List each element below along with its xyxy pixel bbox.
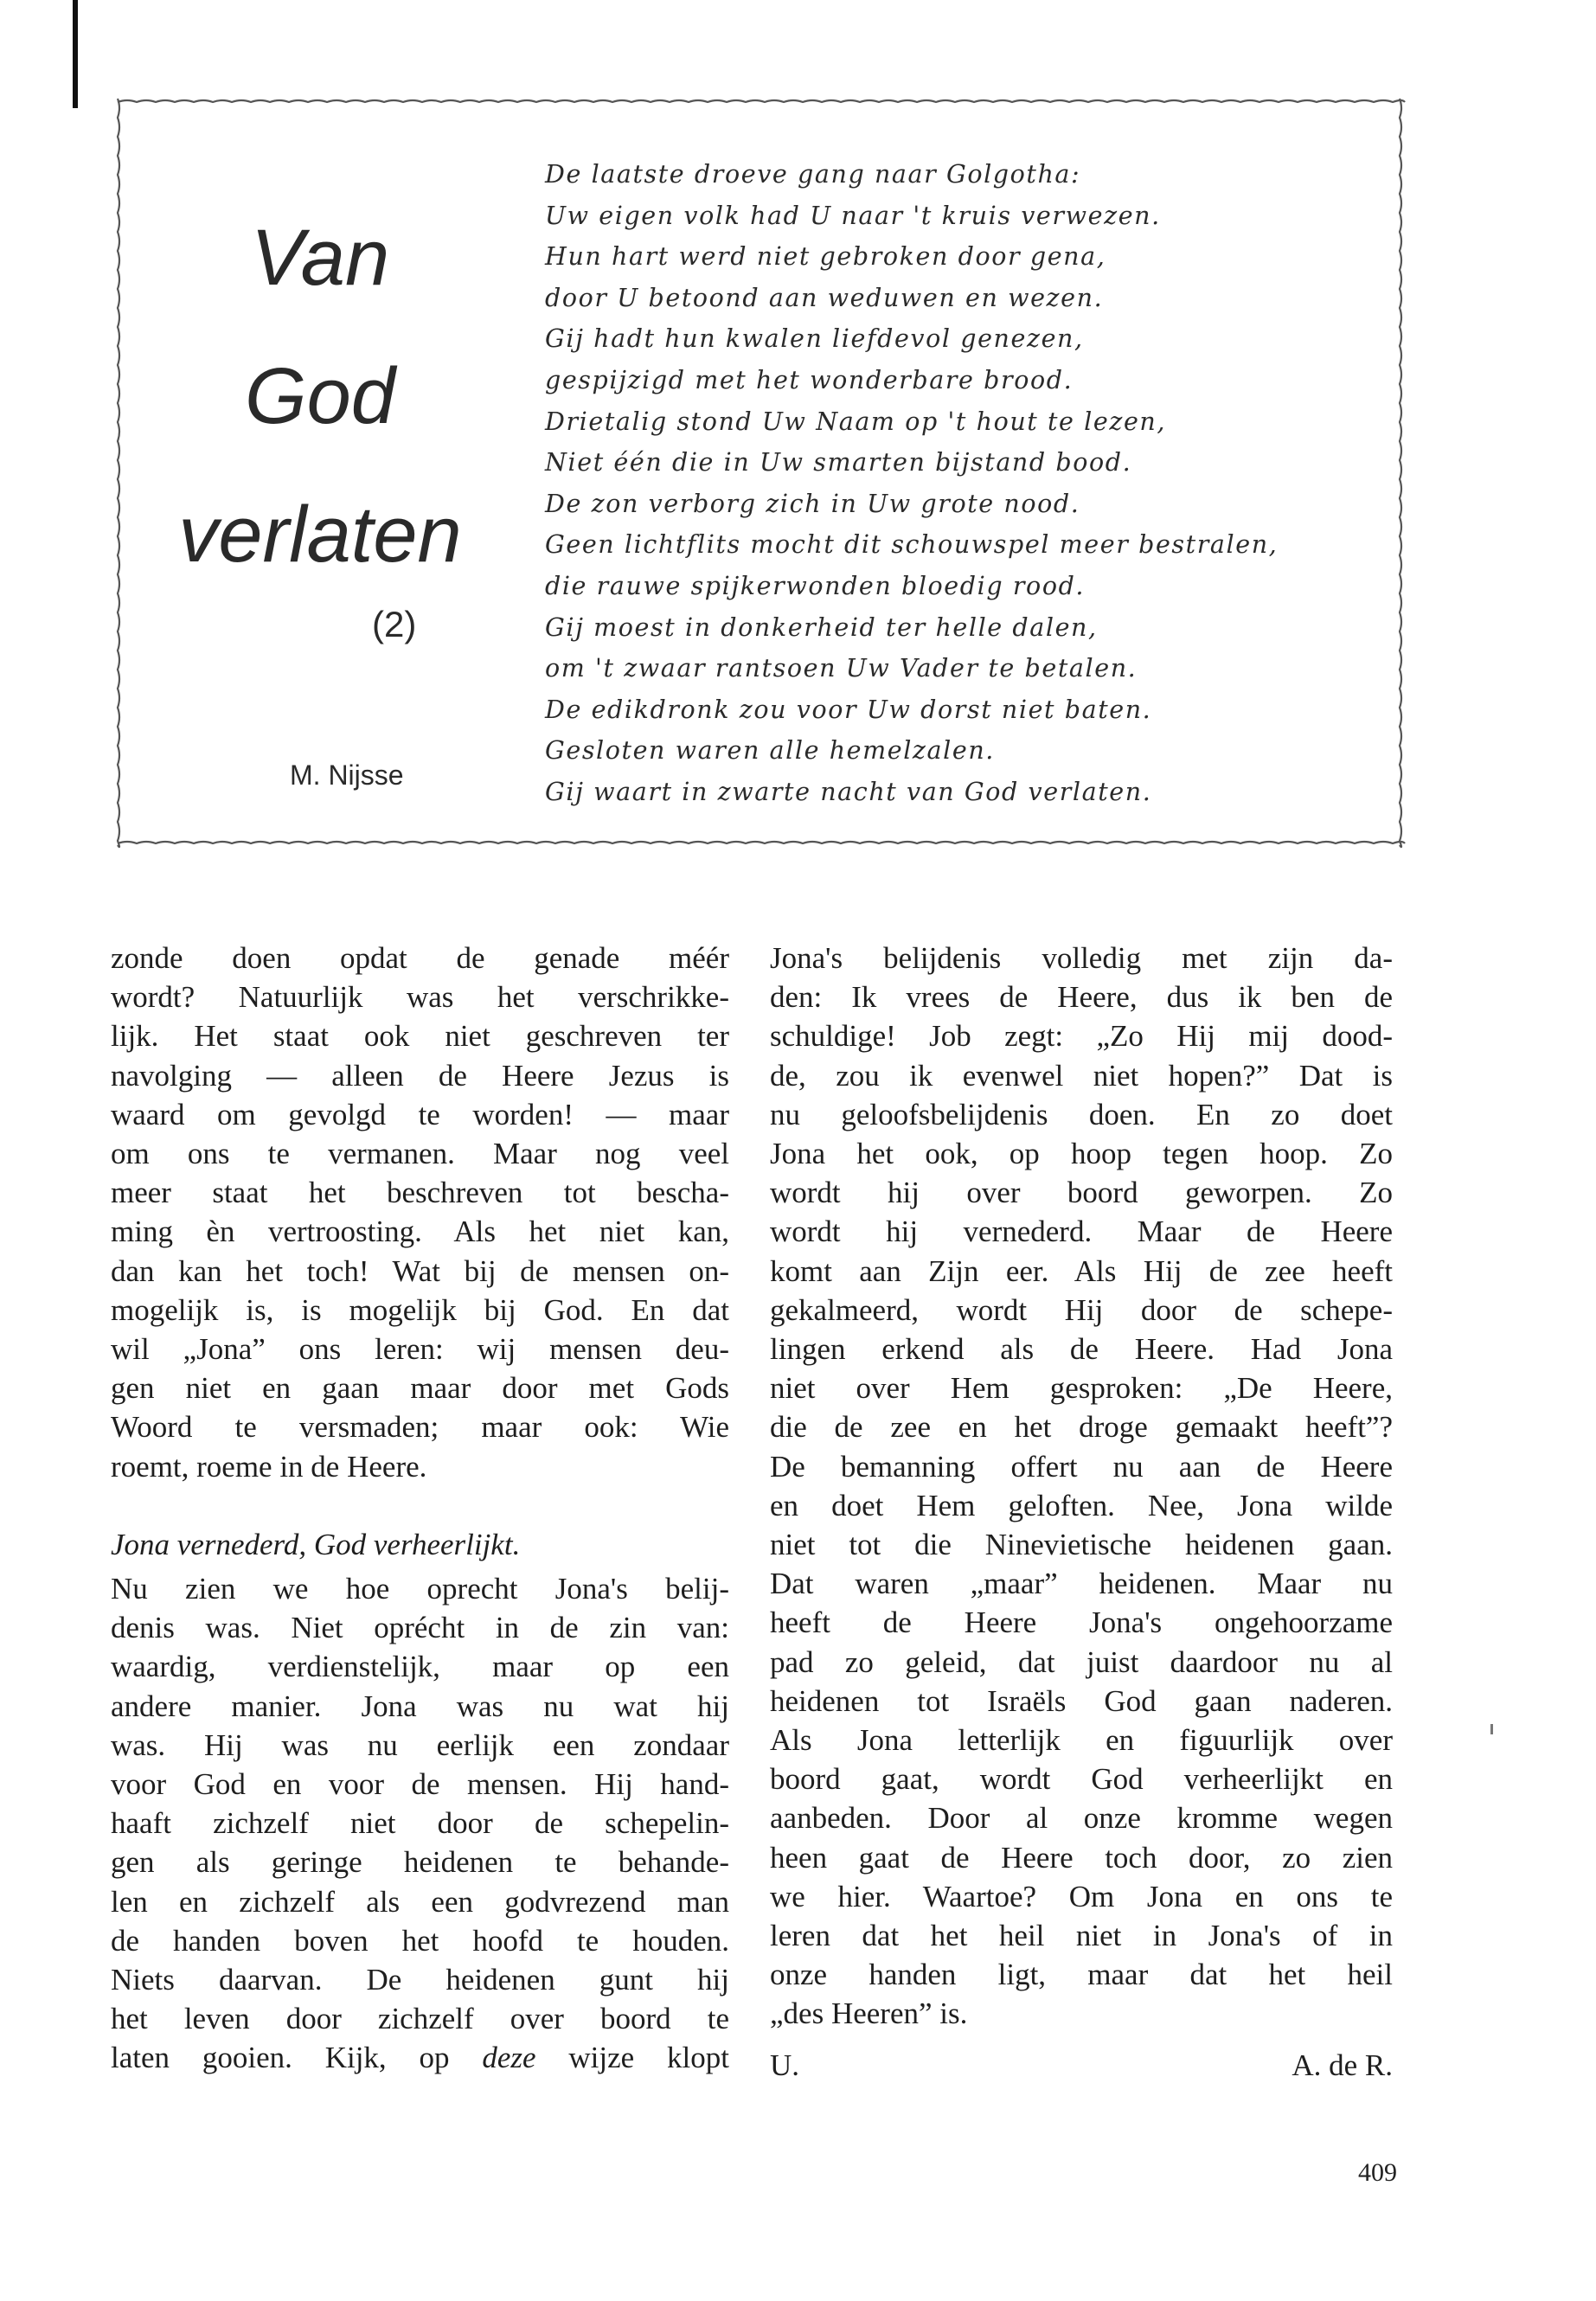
text-line: gen als geringe heidenen te behande- [111,1845,729,1880]
text-line: meer staat het beschreven tot bescha- [111,1176,729,1210]
text-line: en doet Hem geloften. Nee, Jona wilde [770,1488,1393,1522]
poem-title-line: Van [250,214,390,302]
text-line: lingen erkend als de Heere. Had Jona [770,1332,1393,1367]
text-line: Woord te versmaden; maar ook: Wie [111,1410,729,1445]
text-line: Jona's belijdenis volledig met zijn da- [770,941,1393,975]
poem-line: door U betoond aan weduwen en wezen. [545,283,1104,312]
poem-title [138,189,502,604]
poem-line: Uw eigen volk had U naar 't kruis verwezen. [545,201,1161,230]
paragraph [111,939,729,1486]
text-line: Nu zien we hoe oprecht Jona's belij- [111,1572,729,1606]
text-line: heeft de Heere Jona's ongehoorzame [770,1606,1393,1640]
paragraph [111,1569,729,2078]
text-line: niet tot die Ninevietische heidenen gaan. [770,1528,1393,1562]
poem-line: Geen lichtflits mocht dit schouwspel meer bestralen, [545,530,1279,560]
text-line: waardig, verdienstelijk, maar op een [111,1650,729,1684]
text-line: voor God en voor de mensen. Hij hand- [111,1767,729,1802]
text-line: len en zichzelf als een godvrezend man [111,1884,729,1919]
poem-line: om 't zwaar rantsoen Uw Vader te betalen. [545,654,1138,683]
poem-title-line: verlaten [178,490,462,579]
text-line: leren dat het heil niet in Jona's of in [770,1919,1393,1953]
text-line: heen gaat de Heere toch door, zo zien [770,1840,1393,1875]
poem-line: die rauwe spijkerwonden bloedig rood. [545,571,1086,600]
poem-line: gespijzigd met het wonderbare brood. [545,365,1074,394]
section-subheading: Jona vernederd, God verheerlijkt. [111,1527,521,1561]
text-line: onze handen ligt, maar dat het heil [770,1958,1393,1992]
poem-line: Drietalig stond Uw Naam op 't hout te lezen, [545,407,1167,436]
text-line: navolging — alleen de Heere Jezus is [111,1058,729,1093]
text-line: het leven door zichzelf over boord te [111,2002,729,2036]
text-line: nu geloofsbelijdenis doen. En zo doet [770,1097,1393,1131]
poem-line: Gij hadt hun kwalen liefdevol genezen, [545,324,1084,354]
text-line: roemt, roeme in de Heere. [111,1449,427,1484]
signature-row [770,2046,1393,2089]
text-line: pad zo geleid, dat juist daardoor nu al [770,1644,1393,1679]
poem-box [112,93,1410,850]
text-line: de handen boven het hoofd te houden. [111,1923,729,1958]
text-line: den: Ik vrees de Heere, dus ik ben de [770,980,1393,1015]
text-line: Dat waren „maar” heidenen. Maar nu [770,1567,1393,1601]
poem-line: De edikdronk zou voor Uw dorst niet baten. [545,695,1152,724]
text-line: zonde doen opdat de genade méér [111,941,729,975]
poem-author: M. Nijsse [290,760,404,791]
poem-title-line: God [245,352,395,440]
page-number: 409 [1358,2158,1397,2187]
poem-line: Hun hart werd niet gebroken door gena, [545,242,1106,272]
text-line: waard om gevolgd te worden! — maar [111,1097,729,1131]
text-line: was. Hij was nu eerlijk een zondaar [111,1727,729,1762]
scan-edge-bar [73,0,78,108]
article-column-right [770,939,1393,2089]
text-line: heidenen tot Israëls God gaan naderen. [770,1683,1393,1718]
text-line: niet over Hem gesproken: „De Heere, [770,1371,1393,1406]
text-line: denis was. Niet oprécht in de zin van: [111,1611,729,1645]
text-line: wordt hij over boord geworpen. Zo [770,1176,1393,1210]
poem-stanza [545,154,1393,813]
poem-part-number: (2) [372,604,417,644]
text-line: schuldige! Job zegt: „Zo Hij mij dood- [770,1019,1393,1054]
poem-line: De zon verborg zich in Uw grote nood. [545,489,1080,518]
poem-line: Gij moest in donkerheid ter helle dalen, [545,612,1098,642]
text-line: laten gooien. Kijk, op deze wijze klopt [111,2041,729,2075]
poem-line: Gesloten waren alle hemelzalen. [545,736,995,766]
text-line: de, zou ik evenwel niet hopen?” Dat is [770,1058,1393,1093]
text-line: mogelijk is, is mogelijk bij God. En dat [111,1292,729,1327]
text-line: komt aan Zijn eer. Als Hij de zee heeft [770,1253,1393,1288]
text-line: dan kan het toch! Wat bij de mensen on- [111,1253,729,1288]
text-line: aanbeden. Door al onze kromme wegen [770,1801,1393,1836]
text-line: boord gaat, wordt God verheerlijkt en [770,1762,1393,1797]
poem-line: Niet één die in Uw smarten bijstand bood. [545,448,1132,478]
text-line: Niets daarvan. De heidenen gunt hij [111,1963,729,1997]
text-line: haaft zichzelf niet door de schepelin- [111,1806,729,1841]
text-line: om ons te vermanen. Maar nog veel [111,1137,729,1171]
text-line: wil „Jona” ons leren: wij mensen deu- [111,1332,729,1367]
text-line: andere manier. Jona was nu wat hij [111,1689,729,1723]
text-line: we hier. Waartoe? Om Jona en ons te [770,1879,1393,1913]
poem-line: Gij waart in zwarte nacht van God verlaten. [545,777,1152,806]
text-line: lijk. Het staat ook niet geschreven ter [111,1019,729,1054]
text-line: wordt? Natuurlijk was het verschrikke- [111,980,729,1015]
article-column-left [111,939,729,2078]
text-line: De bemanning offert nu aan de Heere [770,1449,1393,1484]
paragraph [770,939,1393,2034]
text-line: „des Heeren” is. [770,1997,968,2031]
poem-line: De laatste droeve gang naar Golgotha: [545,160,1081,189]
margin-mark [1490,1724,1493,1734]
text-line: wordt hij vernederd. Maar de Heere [770,1215,1393,1249]
text-line: die de zee en het droge gemaakt heeft”? [770,1410,1393,1445]
text-line: Jona het ook, op hoop tegen hoop. Zo [770,1137,1393,1171]
text-line: Als Jona letterlijk en figuurlijk over [770,1723,1393,1758]
signature-initial: U. [770,2048,800,2082]
text-line: ming èn vertroosting. Als het niet kan, [111,1215,729,1249]
author-signature: A. de R. [1292,2048,1393,2082]
text-line: gekalmeerd, wordt Hij door de schepe- [770,1292,1393,1327]
text-line: gen niet en gaan maar door met Gods [111,1371,729,1406]
